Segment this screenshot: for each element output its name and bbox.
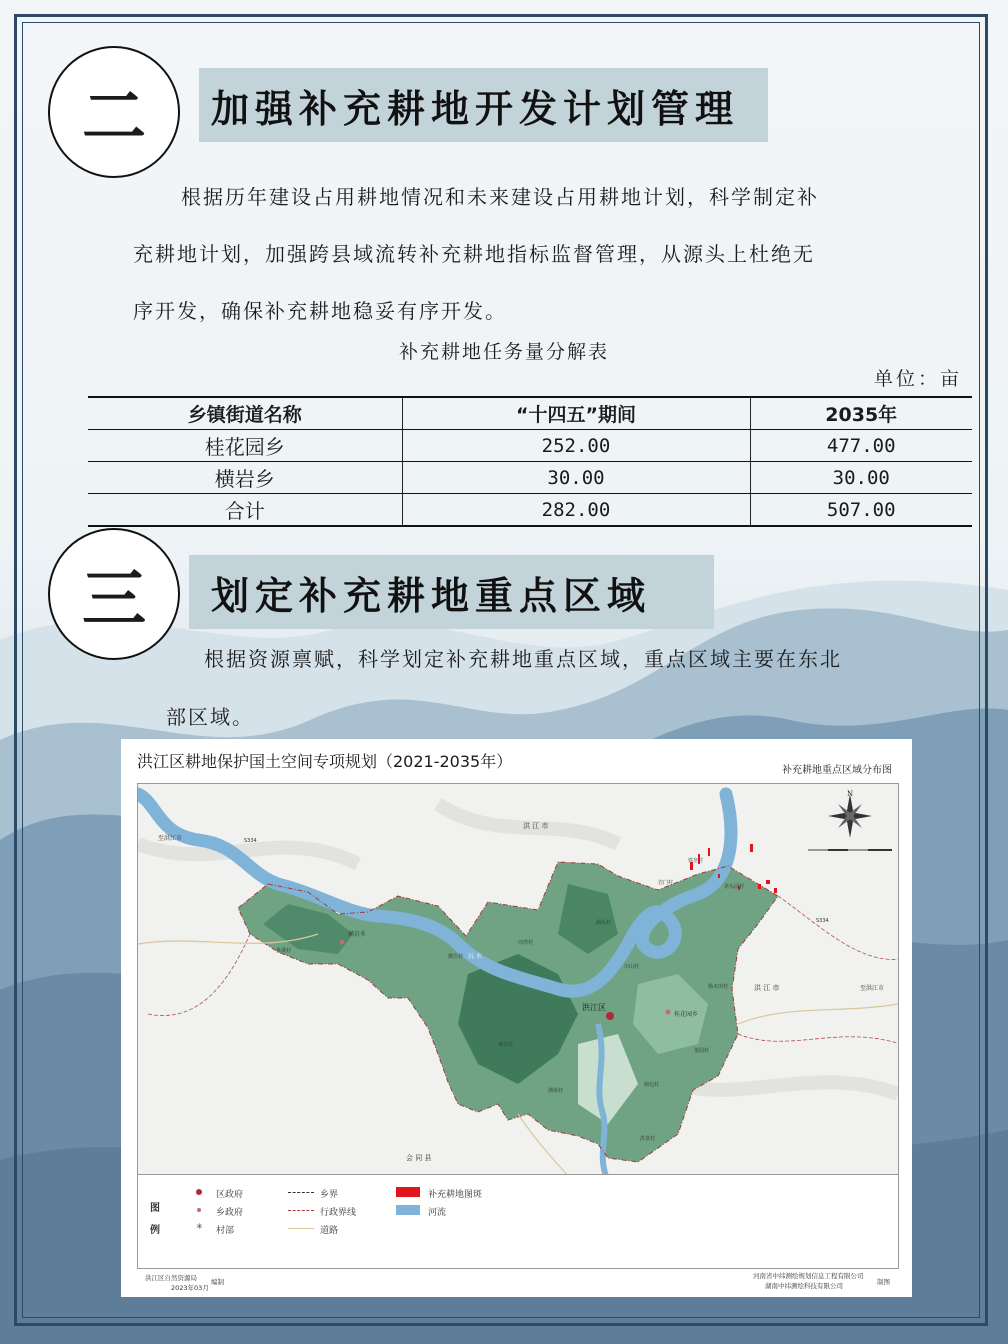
legend-label: 区政府 bbox=[216, 1190, 244, 1200]
section-2-para-line-2: 充耕地计划，加强跨县域流转补充耕地指标监督管理，从源头上杜绝无 bbox=[133, 242, 815, 266]
map-label-village: 塘边村 bbox=[644, 1082, 660, 1088]
section-2-para-line-3: 序开发，确保补充耕地稳妥有序开发。 bbox=[133, 299, 507, 323]
legend-label: 行政界线 bbox=[320, 1208, 357, 1218]
legend-label: 乡政府 bbox=[216, 1208, 244, 1218]
map-area bbox=[137, 783, 899, 1175]
map-label-village: 茅头园村 bbox=[724, 884, 745, 890]
table-cell-name: 横岩乡 bbox=[214, 467, 275, 491]
table-header-row bbox=[88, 397, 972, 430]
section-3-number-circle bbox=[48, 528, 180, 660]
map-label-village: 川山村 bbox=[624, 964, 640, 970]
legend-heading: 例 bbox=[150, 1225, 160, 1236]
planning-map bbox=[121, 739, 912, 1297]
section-2-title: 加强补充耕地开发计划管理 bbox=[211, 85, 740, 131]
map-label-village: 铁皂村 bbox=[688, 858, 704, 864]
map-title: 洪江区耕地保护国土空间专项规划（2021-2035年） bbox=[137, 752, 513, 771]
legend-district-gov-icon bbox=[196, 1189, 202, 1195]
section-3-title: 划定补充耕地重点区域 bbox=[211, 572, 652, 618]
legend-patch-icon bbox=[396, 1187, 420, 1197]
table-header-cell: “十四五”期间 bbox=[402, 397, 750, 430]
map-label-city: 洪 江 市 bbox=[754, 984, 780, 992]
table-cell-value: 477.00 bbox=[750, 430, 972, 462]
table-row bbox=[88, 430, 972, 462]
section-2-para-line-1: 根据历年建设占用耕地情况和未来建设占用耕地计划，科学制定补 bbox=[181, 185, 819, 209]
section-3-number: 三 bbox=[82, 562, 146, 637]
map-label-village: 横岩村 bbox=[448, 954, 464, 960]
map-label-district: 洪江区 bbox=[582, 1003, 606, 1012]
legend-label: 道路 bbox=[320, 1226, 339, 1236]
legend-label: 补充耕地图斑 bbox=[428, 1190, 483, 1200]
map-label-road: S334 bbox=[244, 838, 257, 844]
map-canvas bbox=[138, 784, 899, 1175]
legend-label: 乡界 bbox=[320, 1190, 339, 1200]
map-footer bbox=[121, 1269, 912, 1297]
legend-heading: 图 bbox=[150, 1203, 160, 1214]
map-label-river: 沅 水 bbox=[468, 953, 482, 960]
table-cell-value: 30.00 bbox=[402, 462, 750, 494]
legend-road-icon bbox=[288, 1228, 314, 1229]
legend-township-gov-icon bbox=[197, 1208, 201, 1212]
table-header-cell: 乡镇街道名称 bbox=[187, 404, 302, 426]
section-2-number-circle bbox=[48, 46, 180, 178]
map-label-township: 横岩乡 bbox=[348, 931, 367, 938]
table-unit: 单位：亩 bbox=[873, 368, 962, 390]
task-table bbox=[88, 396, 972, 527]
map-label-road: S334 bbox=[816, 918, 829, 924]
map-label-village: 杨木田村 bbox=[708, 984, 729, 990]
map-label-village: 渔梁村 bbox=[548, 1088, 564, 1094]
map-label-village: 黄岩村 bbox=[498, 1042, 514, 1048]
map-label-village: 鲁溪村 bbox=[276, 948, 292, 954]
map-label-village: 茶园村 bbox=[694, 1048, 710, 1054]
map-label-village: 洪泉村 bbox=[640, 1136, 656, 1142]
table-header-cell: 2035年 bbox=[750, 397, 972, 430]
footer-left-date: 2023年03月 bbox=[171, 1284, 209, 1292]
footer-left-org: 洪江区自然资源局 bbox=[145, 1274, 197, 1282]
map-label-to: 至洪江市 bbox=[860, 985, 885, 992]
table-caption: 补充耕地任务量分解表 bbox=[398, 341, 609, 363]
legend-label: 村部 bbox=[216, 1226, 235, 1236]
footer-right-org: 湖南中纬测绘科技有限公司 bbox=[765, 1282, 843, 1290]
map-label-village: 岩门村 bbox=[658, 880, 674, 886]
table-cell-value: 30.00 bbox=[750, 462, 972, 494]
map-label-village: 洞头村 bbox=[596, 920, 612, 926]
township-gov-marker bbox=[340, 940, 345, 945]
table-row-total bbox=[88, 494, 972, 527]
map-label-township: 桂花园乡 bbox=[674, 1011, 699, 1018]
township-gov-marker bbox=[666, 1010, 671, 1015]
section-3-para-line-2: 部区域。 bbox=[166, 705, 254, 729]
legend-river-icon bbox=[396, 1205, 420, 1215]
map-label-village: 沙湾村 bbox=[518, 940, 534, 946]
map-label-to: 至洪江市 bbox=[158, 835, 183, 842]
footer-right-org: 河南省中纬测绘规划信息工程有限公司 bbox=[753, 1272, 864, 1280]
section-3-para-line-1: 根据资源禀赋，科学划定补充耕地重点区域，重点区域主要在东北 bbox=[204, 647, 842, 671]
section-2-number: 二 bbox=[82, 80, 146, 155]
table-row bbox=[88, 462, 972, 494]
legend-label: 河流 bbox=[428, 1208, 447, 1218]
legend-admin-boundary-icon bbox=[288, 1210, 314, 1211]
table-cell-value: 282.00 bbox=[402, 494, 750, 527]
legend-village-icon: ✳ bbox=[196, 1222, 203, 1231]
table-cell-value: 507.00 bbox=[750, 494, 972, 527]
map-label-county: 会 同 县 bbox=[406, 1154, 432, 1162]
table-cell-value: 252.00 bbox=[402, 430, 750, 462]
north-label: N bbox=[847, 790, 854, 798]
map-label-city: 洪 江 市 bbox=[523, 822, 549, 830]
table-cell-name: 合计 bbox=[224, 499, 265, 523]
footer-right-role: 制图 bbox=[877, 1278, 890, 1286]
section-2-title-banner bbox=[199, 68, 768, 142]
section-3-title-banner bbox=[189, 555, 714, 629]
table-cell-name: 桂花园乡 bbox=[204, 435, 285, 459]
map-legend bbox=[137, 1175, 899, 1269]
footer-left-role: 编制 bbox=[211, 1278, 224, 1286]
legend-township-boundary-icon bbox=[288, 1192, 314, 1193]
district-gov-marker bbox=[606, 1012, 614, 1020]
map-subtitle: 补充耕地重点区域分布图 bbox=[782, 765, 892, 776]
